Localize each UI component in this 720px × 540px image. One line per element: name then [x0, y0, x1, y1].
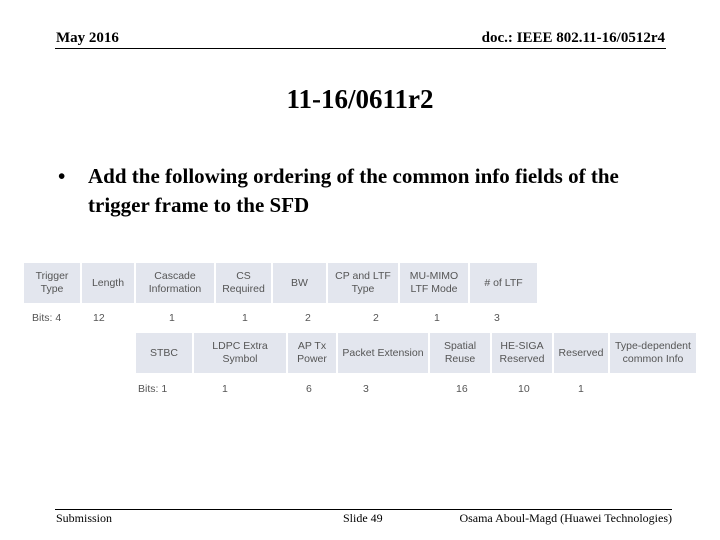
footer-divider: [55, 509, 672, 510]
field-mu-mimo-ltf-mode: MU-MIMO LTF Mode: [400, 263, 470, 303]
bits-value: 1: [242, 312, 248, 324]
header-date: May 2016: [56, 30, 119, 46]
bits-label: Bits: 4: [32, 312, 62, 324]
field-cascade-information: Cascade Information: [136, 263, 216, 303]
field-trigger-type: Trigger Type: [24, 263, 82, 303]
footer-submission: Submission: [56, 511, 113, 525]
bullet-item: [58, 162, 678, 220]
common-info-row-2: [136, 333, 696, 373]
field-type-dependent-common-info: Type-dependent common Info: [610, 333, 696, 373]
field-num-ltf: # of LTF: [470, 263, 537, 303]
footer-author: Osama Aboul-Magd (Huawei Technologies): [459, 511, 672, 525]
bits-value: 16: [456, 383, 468, 395]
bits-value: 3: [363, 383, 369, 395]
field-cp-ltf-type: CP and LTF Type: [328, 263, 400, 303]
field-length: Length: [82, 263, 136, 303]
bits-row-2: [0, 383, 720, 397]
field-ldpc-extra-symbol: LDPC Extra Symbol: [194, 333, 288, 373]
field-cs-required: CS Required: [216, 263, 273, 303]
bits-row-1: [0, 312, 720, 326]
field-bw: BW: [273, 263, 328, 303]
field-ap-tx-power: AP Tx Power: [288, 333, 338, 373]
bits-label: Bits: 1: [138, 383, 168, 395]
bits-value: 3: [494, 312, 500, 324]
field-he-siga-reserved: HE-SIGA Reserved: [492, 333, 554, 373]
bullet-text: Add the following ordering of the common info fields of the trigger frame to the SFD: [88, 164, 619, 217]
bits-value: 6: [306, 383, 312, 395]
footer-slide-number: Slide 49: [343, 511, 383, 525]
header-divider: [55, 48, 666, 49]
bits-value: 10: [518, 383, 530, 395]
bits-value: 1: [434, 312, 440, 324]
common-info-row-1: [24, 263, 537, 303]
bits-value: 1: [578, 383, 584, 395]
slide-title: 11-16/0611r2: [286, 84, 434, 114]
bits-value: 1: [222, 383, 228, 395]
bits-value: 2: [373, 312, 379, 324]
field-stbc: STBC: [136, 333, 194, 373]
header-doc-id: doc.: IEEE 802.11-16/0512r4: [481, 30, 665, 46]
field-reserved: Reserved: [554, 333, 610, 373]
bits-value: 12: [93, 312, 105, 324]
bits-value: 2: [305, 312, 311, 324]
field-spatial-reuse: Spatial Reuse: [430, 333, 492, 373]
field-packet-extension: Packet Extension: [338, 333, 430, 373]
bits-value: 1: [169, 312, 175, 324]
bullet-symbol: •: [58, 164, 66, 188]
